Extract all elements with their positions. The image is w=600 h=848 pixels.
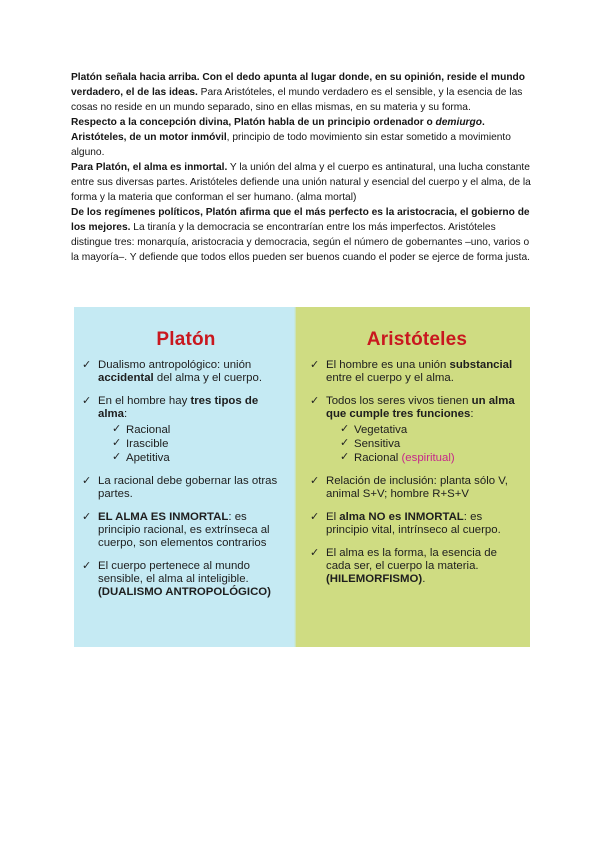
plato-item-3: ✓ La racional debe gobernar las otras partes. xyxy=(82,475,278,500)
check-icon: ✓ xyxy=(310,511,320,523)
plato-item-2: ✓ En el hombre hay tres tipos de alma: ✓ Racional ✓ Irascible ✓ Apetitiva xyxy=(82,395,290,465)
plato-item-5: ✓ El cuerpo pertenece al mundo sensible, el alma al inteligible. (DUALISMO ANTROPOLÓGICO) xyxy=(82,560,271,598)
check-icon: ✓ xyxy=(310,475,320,487)
list-item: ✓ Apetitiva xyxy=(112,451,170,464)
comparison-table xyxy=(74,307,530,647)
list-item: ✓ Racional (espiritual) xyxy=(340,451,455,464)
plato-soul-types xyxy=(98,423,290,465)
check-icon: ✓ xyxy=(340,423,350,435)
list-item: ✓ Racional xyxy=(112,423,171,436)
check-icon: ✓ xyxy=(82,475,92,487)
check-icon: ✓ xyxy=(340,451,350,463)
paragraph-2: Respecto a la concepción divina, Platón habla de un principio ordenador o demiurgo. Aristóteles, de un motor inmóvil, principio de todo movimiento sin estar sometido a movimiento alguno. xyxy=(71,117,511,158)
list-item: ✓ Vegetativa xyxy=(340,423,408,436)
check-icon: ✓ xyxy=(82,359,92,371)
list-item: ✓ Sensitiva xyxy=(340,437,401,450)
plato-item-1: ✓ Dualismo antropológico: unión accidental del alma y el cuerpo. xyxy=(82,359,262,384)
aristotle-soul-functions xyxy=(326,423,524,465)
body-text xyxy=(71,70,533,265)
check-icon: ✓ xyxy=(82,560,92,572)
list-item: ✓ Irascible xyxy=(112,437,169,450)
plato-item-4: ✓ EL ALMA ES INMORTAL: es principio racional, es extrínseca al cuerpo, son elementos contrarios xyxy=(82,511,270,549)
aristotle-item-2: ✓ Todos los seres vivos tienen un alma que cumple tres funciones: ✓ Vegetativa ✓ Sensitiva ✓ Racional (espiritual) xyxy=(310,395,524,465)
check-icon: ✓ xyxy=(82,395,92,407)
aristotle-item-3: ✓ Relación de inclusión: planta sólo V, animal S+V; hombre R+S+V xyxy=(310,475,508,500)
check-icon: ✓ xyxy=(310,395,320,407)
paragraph-1: Platón señala hacia arriba. Con el dedo apunta al lugar donde, en su opinión, reside el mundo verdadero, el de las ideas. Para Aristóteles, el mundo verdadero es el sensible, y la esencia de las cosas no reside en un mundo separado, sino en ellas mismas, en su materia y su forma. xyxy=(71,72,525,113)
check-icon: ✓ xyxy=(340,437,350,449)
check-icon: ✓ xyxy=(82,511,92,523)
aristotle-column xyxy=(296,307,530,647)
check-icon: ✓ xyxy=(310,547,320,559)
check-icon: ✓ xyxy=(310,359,320,371)
aristotle-title: Aristóteles xyxy=(366,329,468,350)
paragraph-4: De los regímenes políticos, Platón afirma que el más perfecto es la aristocracia, el gobierno de los mejores. La tiranía y la democracia se encontrarían entre los más imperfectos. Aristóteles distingue tres: monarquía, aristocracia y democracia, según el número de gobernantes –uno, varios o la mayoría–. Y defiende que todos ellos pueden ser buenos cuando el poder se ejerce de forma justa. xyxy=(71,207,530,263)
plato-title: Platón xyxy=(156,329,216,350)
check-icon: ✓ xyxy=(112,451,122,463)
check-icon: ✓ xyxy=(112,423,122,435)
paragraph-3: Para Platón, el alma es inmortal. Y la unión del alma y el cuerpo es antinatural, una lucha constante entre sus diversas partes. Aristóteles defiende una unión natural y esencial del cuerpo y el alma, de la forma y la materia que conforman el ser humano. (alma mortal) xyxy=(71,162,531,203)
aristotle-item-1: ✓ El hombre es una unión substancial entre el cuerpo y el alma. xyxy=(310,359,513,384)
plato-column xyxy=(74,307,296,647)
aristotle-item-4: ✓ El alma NO es INMORTAL: es principio vital, intrínseco al cuerpo. xyxy=(310,511,501,536)
aristotle-item-5: ✓ El alma es la forma, la esencia de cada ser, el cuerpo la materia. (HILEMORFISMO). xyxy=(310,547,497,585)
check-icon: ✓ xyxy=(112,437,122,449)
